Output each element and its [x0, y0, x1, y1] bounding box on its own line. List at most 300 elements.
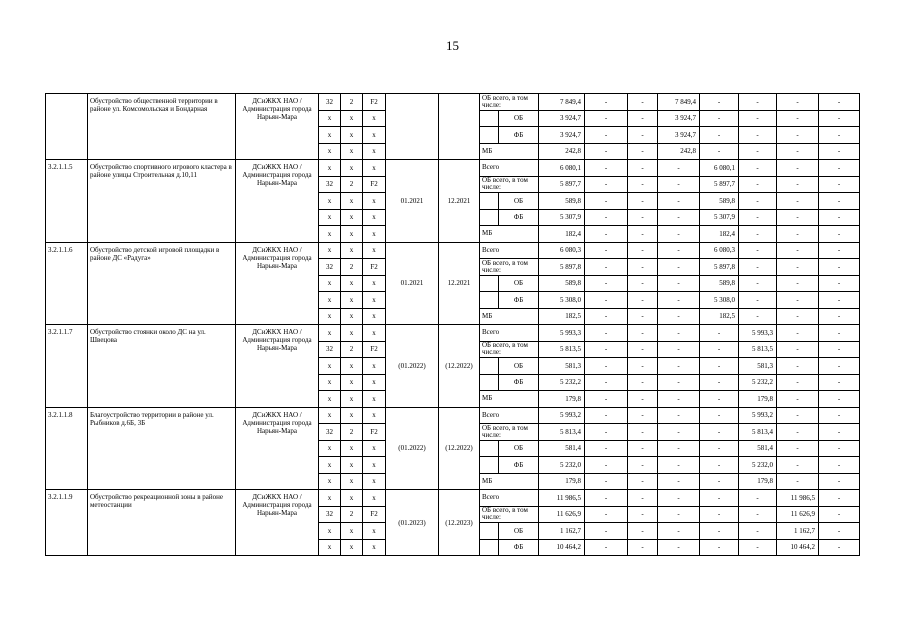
amount-cell: -: [739, 275, 777, 292]
classification-code-cell: F2: [363, 506, 386, 523]
amount-cell: 182,4: [700, 226, 739, 243]
table-row: [46, 242, 900, 259]
classification-code-cell: x: [363, 523, 386, 540]
amount-cell: -: [628, 358, 658, 375]
measure-code: 3.2.1.1.8: [46, 407, 88, 490]
classification-code-cell: x: [363, 308, 386, 325]
funding-subsource: ФБ: [499, 127, 539, 144]
amount-cell: -: [585, 506, 628, 523]
amount-cell: 1 162,7: [539, 523, 585, 540]
amount-cell: -: [585, 209, 628, 226]
measure-executor: ДСиЖКХ НАО / Администрация города Нарьян-Мара: [236, 325, 319, 408]
amount-cell: -: [658, 209, 700, 226]
amount-cell: -: [819, 490, 860, 507]
amount-cell: -: [628, 473, 658, 490]
amount-cell: -: [777, 407, 819, 424]
amount-cell: -: [777, 160, 819, 177]
funding-source-blank: [480, 358, 499, 375]
classification-code-cell: x: [341, 325, 363, 342]
amount-cell: -: [819, 110, 860, 127]
funding-subsource: ФБ: [499, 209, 539, 226]
classification-code-cell: x: [363, 226, 386, 243]
amount-cell: -: [819, 127, 860, 144]
classification-code-cell: x: [319, 523, 341, 540]
funding-subsource: ОБ: [499, 523, 539, 540]
amount-cell: -: [585, 160, 628, 177]
amount-cell: -: [700, 539, 739, 556]
classification-code-cell: 32: [319, 424, 341, 441]
funding-subsource: ОБ: [499, 440, 539, 457]
amount-cell: -: [819, 457, 860, 474]
classification-code-cell: x: [363, 110, 386, 127]
amount-cell: -: [700, 358, 739, 375]
funding-source: ОБ всего, в том числе:: [480, 259, 539, 276]
classification-code-cell: x: [363, 275, 386, 292]
amount-cell: -: [658, 193, 700, 210]
table-row: [46, 407, 900, 424]
amount-cell: -: [700, 457, 739, 474]
amount-cell: -: [658, 160, 700, 177]
funding-source: МБ: [480, 226, 539, 243]
amount-cell: -: [658, 308, 700, 325]
amount-cell: 3 924,7: [658, 110, 700, 127]
classification-code-cell: x: [363, 242, 386, 259]
amount-cell: -: [777, 209, 819, 226]
measure-name: Обустройство детской игровой площадки в районе ДС «Радуга»: [88, 242, 236, 325]
amount-cell: -: [585, 473, 628, 490]
amount-cell: 179,8: [739, 473, 777, 490]
classification-code-cell: F2: [363, 94, 386, 111]
amount-cell: -: [628, 308, 658, 325]
amount-cell: -: [700, 94, 739, 111]
amount-cell: -: [585, 523, 628, 540]
funding-source: ОБ всего, в том числе:: [480, 176, 539, 193]
amount-cell: -: [585, 457, 628, 474]
classification-code-cell: x: [341, 209, 363, 226]
amount-cell: -: [658, 176, 700, 193]
amount-cell: 6 080,1: [539, 160, 585, 177]
classification-code-cell: x: [319, 358, 341, 375]
amount-cell: -: [700, 440, 739, 457]
amount-cell: -: [628, 440, 658, 457]
amount-cell: -: [585, 259, 628, 276]
end-date: (12.2022): [439, 325, 480, 408]
measure-code: 3.2.1.1.7: [46, 325, 88, 408]
classification-code-cell: x: [363, 127, 386, 144]
classification-code-cell: x: [341, 457, 363, 474]
funding-source-blank: [480, 110, 499, 127]
amount-cell: -: [658, 539, 700, 556]
amount-cell: -: [585, 94, 628, 111]
amount-cell: -: [658, 490, 700, 507]
classification-code-cell: x: [319, 160, 341, 177]
classification-code-cell: x: [319, 292, 341, 309]
classification-code-cell: x: [363, 457, 386, 474]
classification-code-cell: x: [319, 143, 341, 160]
end-date: [439, 94, 480, 160]
classification-code-cell: x: [341, 226, 363, 243]
funding-source: Всего: [480, 490, 539, 507]
amount-cell: -: [777, 259, 819, 276]
amount-cell: 1 162,7: [777, 523, 819, 540]
amount-cell: 179,8: [539, 473, 585, 490]
amount-cell: -: [658, 457, 700, 474]
classification-code-cell: x: [319, 242, 341, 259]
amount-cell: -: [819, 176, 860, 193]
classification-code-cell: x: [341, 143, 363, 160]
amount-cell: -: [739, 127, 777, 144]
end-date: (12.2022): [439, 407, 480, 490]
amount-cell: 7 849,4: [658, 94, 700, 111]
amount-cell: -: [700, 325, 739, 342]
classification-code-cell: x: [363, 193, 386, 210]
classification-code-cell: x: [319, 127, 341, 144]
funding-source-blank: [480, 127, 499, 144]
funding-subsource: ФБ: [499, 292, 539, 309]
amount-cell: -: [585, 275, 628, 292]
measure-executor: ДСиЖКХ НАО / Администрация города Нарьян-Мара: [236, 242, 319, 325]
amount-cell: 6 080,3: [700, 242, 739, 259]
measure-executor: ДСиЖКХ НАО / Администрация города Нарьян-Мара: [236, 407, 319, 490]
amount-cell: -: [585, 226, 628, 243]
classification-code-cell: x: [319, 308, 341, 325]
amount-cell: -: [739, 490, 777, 507]
amount-cell: 589,8: [700, 275, 739, 292]
amount-cell: -: [628, 490, 658, 507]
amount-cell: -: [819, 358, 860, 375]
amount-cell: -: [739, 506, 777, 523]
page-number: 15: [446, 38, 459, 53]
classification-code-cell: 32: [319, 341, 341, 358]
classification-code-cell: x: [341, 374, 363, 391]
classification-code-cell: x: [319, 325, 341, 342]
measure-name: Благоустройство территории в районе ул. Рыбников д.6Б, 3Б: [88, 407, 236, 490]
amount-cell: -: [739, 193, 777, 210]
amount-cell: -: [628, 193, 658, 210]
amount-cell: -: [658, 259, 700, 276]
classification-code-cell: x: [319, 193, 341, 210]
amount-cell: -: [819, 523, 860, 540]
amount-cell: 3 924,7: [539, 110, 585, 127]
funding-subsource: ОБ: [499, 110, 539, 127]
classification-code-cell: x: [363, 539, 386, 556]
amount-cell: -: [739, 226, 777, 243]
amount-cell: -: [819, 539, 860, 556]
amount-cell: -: [777, 341, 819, 358]
amount-cell: -: [777, 193, 819, 210]
classification-code-cell: 2: [341, 506, 363, 523]
amount-cell: -: [658, 325, 700, 342]
amount-cell: -: [777, 110, 819, 127]
amount-cell: 10 464,2: [777, 539, 819, 556]
classification-code-cell: x: [319, 110, 341, 127]
amount-cell: -: [777, 325, 819, 342]
measure-code: [46, 94, 88, 160]
amount-cell: -: [739, 209, 777, 226]
amount-cell: 5 897,7: [700, 176, 739, 193]
amount-cell: -: [819, 506, 860, 523]
amount-cell: -: [739, 176, 777, 193]
amount-cell: -: [628, 127, 658, 144]
amount-cell: 179,8: [739, 391, 777, 408]
budget-table: [45, 93, 900, 556]
amount-cell: -: [739, 94, 777, 111]
amount-cell: 182,4: [539, 226, 585, 243]
amount-cell: -: [628, 259, 658, 276]
funding-source-blank: [480, 457, 499, 474]
amount-cell: 242,8: [658, 143, 700, 160]
classification-code-cell: x: [341, 407, 363, 424]
amount-cell: -: [777, 473, 819, 490]
classification-code-cell: x: [341, 473, 363, 490]
classification-code-cell: F2: [363, 259, 386, 276]
amount-cell: -: [819, 226, 860, 243]
amount-cell: -: [585, 341, 628, 358]
amount-cell: -: [819, 94, 860, 111]
funding-source: ОБ всего, в том числе:: [480, 424, 539, 441]
amount-cell: -: [777, 457, 819, 474]
amount-cell: -: [700, 374, 739, 391]
amount-cell: -: [739, 292, 777, 309]
amount-cell: -: [658, 473, 700, 490]
funding-source-blank: [480, 209, 499, 226]
measure-name: Обустройство рекреационной зоны в районе метеостанции: [88, 490, 236, 556]
amount-cell: 7 849,4: [539, 94, 585, 111]
amount-cell: 6 080,1: [700, 160, 739, 177]
amount-cell: -: [819, 440, 860, 457]
measure-code: 3.2.1.1.6: [46, 242, 88, 325]
amount-cell: -: [628, 226, 658, 243]
classification-code-cell: x: [319, 391, 341, 408]
amount-cell: -: [658, 407, 700, 424]
amount-cell: 5 308,0: [539, 292, 585, 309]
end-date: 12.2021: [439, 160, 480, 243]
amount-cell: 179,8: [539, 391, 585, 408]
end-date: 12.2021: [439, 242, 480, 325]
amount-cell: -: [777, 176, 819, 193]
funding-source-blank: [480, 374, 499, 391]
amount-cell: 5 813,5: [539, 341, 585, 358]
amount-cell: -: [628, 424, 658, 441]
amount-cell: -: [739, 523, 777, 540]
funding-source: ОБ всего, в том числе:: [480, 94, 539, 111]
amount-cell: -: [585, 325, 628, 342]
amount-cell: 182,5: [700, 308, 739, 325]
amount-cell: -: [628, 457, 658, 474]
amount-cell: -: [700, 391, 739, 408]
start-date: [386, 94, 439, 160]
amount-cell: -: [819, 341, 860, 358]
amount-cell: 242,8: [539, 143, 585, 160]
funding-source: ОБ всего, в том числе:: [480, 506, 539, 523]
amount-cell: -: [628, 325, 658, 342]
amount-cell: -: [777, 424, 819, 441]
amount-cell: -: [777, 358, 819, 375]
funding-source: Всего: [480, 407, 539, 424]
amount-cell: -: [819, 259, 860, 276]
classification-code-cell: x: [363, 407, 386, 424]
amount-cell: -: [585, 374, 628, 391]
amount-cell: 581,4: [739, 440, 777, 457]
measure-code: 3.2.1.1.5: [46, 160, 88, 243]
start-date: 01.2021: [386, 160, 439, 243]
classification-code-cell: x: [363, 292, 386, 309]
amount-cell: 11 626,9: [539, 506, 585, 523]
funding-source-blank: [480, 193, 499, 210]
start-date: 01.2021: [386, 242, 439, 325]
amount-cell: -: [585, 193, 628, 210]
classification-code-cell: x: [341, 292, 363, 309]
amount-cell: -: [739, 143, 777, 160]
amount-cell: -: [585, 391, 628, 408]
amount-cell: -: [658, 358, 700, 375]
amount-cell: -: [585, 242, 628, 259]
amount-cell: -: [585, 539, 628, 556]
amount-cell: -: [585, 292, 628, 309]
amount-cell: -: [739, 259, 777, 276]
classification-code-cell: 32: [319, 176, 341, 193]
amount-cell: -: [700, 407, 739, 424]
amount-cell: 581,4: [539, 440, 585, 457]
amount-cell: -: [658, 226, 700, 243]
start-date: (01.2022): [386, 325, 439, 408]
amount-cell: -: [739, 539, 777, 556]
classification-code-cell: x: [363, 160, 386, 177]
amount-cell: -: [658, 341, 700, 358]
amount-cell: -: [628, 407, 658, 424]
amount-cell: -: [777, 308, 819, 325]
amount-cell: 5 307,9: [539, 209, 585, 226]
amount-cell: 5 993,3: [739, 325, 777, 342]
classification-code-cell: x: [363, 374, 386, 391]
funding-source-blank: [480, 275, 499, 292]
amount-cell: 3 924,7: [539, 127, 585, 144]
amount-cell: -: [819, 391, 860, 408]
measure-name: Обустройство стоянки около ДС на ул. Швецова: [88, 325, 236, 408]
amount-cell: 3 924,7: [658, 127, 700, 144]
amount-cell: 5 813,4: [739, 424, 777, 441]
amount-cell: 581,3: [739, 358, 777, 375]
funding-subsource: ФБ: [499, 457, 539, 474]
classification-code-cell: 2: [341, 424, 363, 441]
amount-cell: -: [585, 407, 628, 424]
classification-code-cell: x: [363, 143, 386, 160]
funding-source: Всего: [480, 160, 539, 177]
amount-cell: -: [739, 308, 777, 325]
amount-cell: -: [628, 292, 658, 309]
amount-cell: -: [700, 473, 739, 490]
amount-cell: -: [777, 127, 819, 144]
amount-cell: -: [628, 391, 658, 408]
classification-code-cell: x: [319, 226, 341, 243]
measure-executor: ДСиЖКХ НАО / Администрация города Нарьян-Мара: [236, 94, 319, 160]
funding-source: МБ: [480, 308, 539, 325]
amount-cell: -: [628, 143, 658, 160]
amount-cell: -: [628, 523, 658, 540]
classification-code-cell: x: [363, 391, 386, 408]
start-date: (01.2022): [386, 407, 439, 490]
amount-cell: -: [777, 242, 819, 259]
amount-cell: 11 986,5: [777, 490, 819, 507]
amount-cell: -: [628, 275, 658, 292]
funding-subsource: ФБ: [499, 374, 539, 391]
amount-cell: -: [819, 292, 860, 309]
classification-code-cell: 2: [341, 176, 363, 193]
amount-cell: 581,3: [539, 358, 585, 375]
classification-code-cell: x: [341, 127, 363, 144]
amount-cell: -: [628, 160, 658, 177]
table-row: [46, 490, 900, 507]
classification-code-cell: x: [341, 242, 363, 259]
amount-cell: -: [777, 440, 819, 457]
amount-cell: -: [585, 176, 628, 193]
amount-cell: -: [819, 160, 860, 177]
measure-executor: ДСиЖКХ НАО / Администрация города Нарьян-Мара: [236, 490, 319, 556]
amount-cell: -: [628, 110, 658, 127]
amount-cell: -: [777, 226, 819, 243]
amount-cell: -: [628, 539, 658, 556]
amount-cell: -: [585, 490, 628, 507]
funding-source-blank: [480, 539, 499, 556]
amount-cell: -: [739, 242, 777, 259]
amount-cell: 5 897,7: [539, 176, 585, 193]
amount-cell: -: [700, 490, 739, 507]
amount-cell: 5 813,5: [739, 341, 777, 358]
amount-cell: -: [628, 176, 658, 193]
table-row: [46, 325, 900, 342]
classification-code-cell: 2: [341, 341, 363, 358]
classification-code-cell: 32: [319, 259, 341, 276]
amount-cell: 5 993,3: [539, 325, 585, 342]
funding-source: МБ: [480, 473, 539, 490]
classification-code-cell: x: [319, 440, 341, 457]
amount-cell: -: [658, 275, 700, 292]
funding-source: МБ: [480, 143, 539, 160]
amount-cell: -: [585, 440, 628, 457]
amount-cell: -: [700, 127, 739, 144]
amount-cell: -: [819, 424, 860, 441]
classification-code-cell: x: [319, 209, 341, 226]
amount-cell: -: [658, 242, 700, 259]
classification-code-cell: x: [363, 490, 386, 507]
classification-code-cell: x: [341, 539, 363, 556]
measure-name: Обустройство общественной территории в районе ул. Комсомольская и Бондарная: [88, 94, 236, 160]
amount-cell: -: [819, 275, 860, 292]
amount-cell: -: [819, 325, 860, 342]
amount-cell: 11 626,9: [777, 506, 819, 523]
funding-subsource: ФБ: [499, 539, 539, 556]
classification-code-cell: x: [341, 308, 363, 325]
amount-cell: -: [819, 143, 860, 160]
amount-cell: -: [700, 143, 739, 160]
classification-code-cell: 2: [341, 94, 363, 111]
amount-cell: -: [739, 110, 777, 127]
amount-cell: 5 232,0: [739, 457, 777, 474]
classification-code-cell: x: [341, 358, 363, 375]
measure-name: Обустройство спортивного игрового кластера в районе улицы Строительная д.10,11: [88, 160, 236, 243]
amount-cell: 5 232,2: [539, 374, 585, 391]
amount-cell: 11 986,5: [539, 490, 585, 507]
amount-cell: 6 080,3: [539, 242, 585, 259]
amount-cell: 5 993,2: [739, 407, 777, 424]
amount-cell: -: [585, 143, 628, 160]
amount-cell: -: [777, 94, 819, 111]
amount-cell: -: [658, 424, 700, 441]
classification-code-cell: x: [341, 523, 363, 540]
amount-cell: -: [777, 143, 819, 160]
classification-code-cell: x: [341, 391, 363, 408]
classification-code-cell: F2: [363, 176, 386, 193]
